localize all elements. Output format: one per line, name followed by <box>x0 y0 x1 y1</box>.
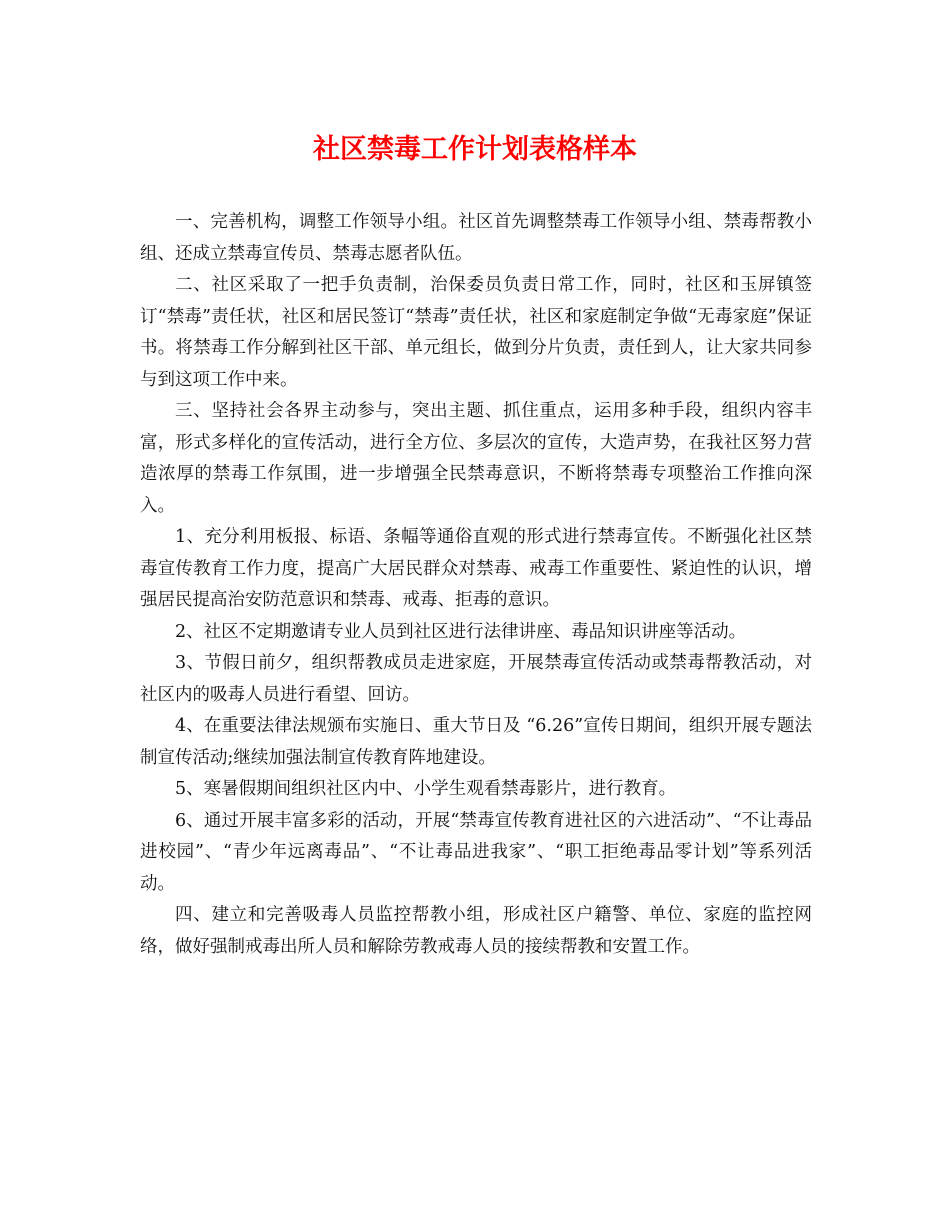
document-body <box>140 207 812 963</box>
paragraph-9: 6、通过开展丰富多彩的活动，开展“禁毒宣传教育进社区的六进活动”、“不让毒品进校园”、“青少年远离毒品”、“不让毒品进我家”、“职工拒绝毒品零计划”等系列活动。 <box>140 810 812 894</box>
paragraph-4: 1、充分利用板报、标语、条幅等通俗直观的形式进行禁毒宣传。不断强化社区禁毒宣传教育工作力度，提高广大居民群众对禁毒、戒毒工作重要性、紧迫性的认识，增强居民提高治安防范意识和禁毒、戒毒、拒毒的意识。 <box>140 527 812 610</box>
paragraph-10: 四、建立和完善吸毒人员监控帮教小组，形成社区户籍警、单位、家庭的监控网络，做好强制戒毒出所人员和解除劳教戒毒人员的接续帮教和安置工作。 <box>140 905 812 957</box>
paragraph-2: 二、社区采取了一把手负责制，治保委员负责日常工作，同时，社区和玉屏镇签订“禁毒”责任状，社区和居民签订“禁毒”责任状，社区和家庭制定争做“无毒家庭”保证书。将禁毒工作分解到社区干部、单元组长，做到分片负责，责任到人，让大家共同参与到这项工作中来。 <box>140 275 812 390</box>
document-title: 社区禁毒工作计划表格样本 <box>313 134 637 165</box>
paragraph-7: 4、在重要法律法规颁布实施日、重大节日及 “6.26”宣传日期间，组织开展专题法制宣传活动;继续加强法制宣传教育阵地建设。 <box>140 716 812 768</box>
paragraph-5: 2、社区不定期邀请专业人员到社区进行法律讲座、毒品知识讲座等活动。 <box>175 621 747 642</box>
paragraph-1: 一、完善机构，调整工作领导小组。社区首先调整禁毒工作领导小组、禁毒帮教小组、还成立禁毒宣传员、禁毒志愿者队伍。 <box>140 212 812 264</box>
paragraph-3: 三、坚持社会各界主动参与，突出主题、抓住重点，运用多种手段，组织内容丰富，形式多样化的宣传活动，进行全方位、多层次的宣传，大造声势，在我社区努力营造浓厚的禁毒工作氛围，进一步增强全民禁毒意识，不断将禁毒专项整治工作推向深入。 <box>140 401 812 516</box>
paragraph-8: 5、寒暑假期间组织社区内中、小学生观看禁毒影片，进行教育。 <box>175 779 677 799</box>
paragraph-6: 3、节假日前夕，组织帮教成员走进家庭，开展禁毒宣传活动或禁毒帮教活动，对社区内的吸毒人员进行看望、回访。 <box>140 653 812 705</box>
